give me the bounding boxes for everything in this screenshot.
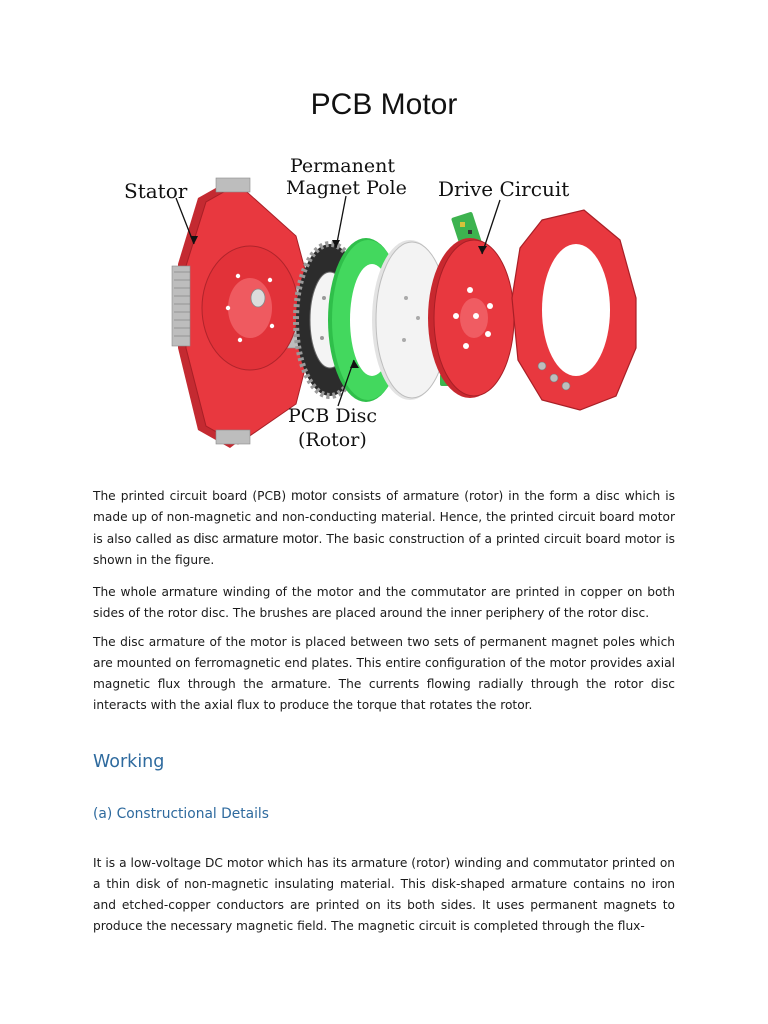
label-magnet-line2: Magnet Pole xyxy=(286,177,407,199)
exploded-motor-diagram xyxy=(110,148,670,460)
heading-working: Working xyxy=(93,752,165,772)
p1-term-disc-armature: disc armature motor xyxy=(193,530,319,546)
paragraph-winding: The whole armature winding of the motor and the commutator are printed in copper on both sides of the rotor disc. The brushes are placed around the inner periphery of the rotor disc. xyxy=(93,585,675,620)
p1-text-a: The printed circuit board (PCB) xyxy=(93,489,292,503)
red-rotor-disc xyxy=(428,238,514,398)
pcb-motor-figure xyxy=(110,148,670,460)
end-plate-octagon xyxy=(512,210,636,410)
paragraph-magnet-poles: The disc armature of the motor is placed between two sets of permanent magnet poles which are mounted on ferromagnetic end plates. This entire configuration of the motor provides axial magnetic flux through the armature. The currents flowing radially through the rotor disc interacts with the axial flux to produce the torque that rotates the rotor. xyxy=(93,635,675,712)
label-rotor: (Rotor) xyxy=(298,429,367,451)
p1-term-motor: motor xyxy=(291,487,327,503)
paragraph-construction: It is a low-voltage DC motor which has its armature (rotor) winding and commutator printed on a thin disk of non-magnetic insulating material. This disk-shaped armature contains no iron and etched-copper conductors are printed on its both sides. It uses permanent magnets to produce the necessary magnetic field. The magnetic circuit is completed through the flux- xyxy=(93,856,675,933)
label-drive-circuit: Drive Circuit xyxy=(438,177,570,201)
label-magnet-line1: Permanent xyxy=(290,155,395,177)
label-stator: Stator xyxy=(124,179,188,203)
p1-text-b: consists of armature (rotor) in the form a disc which is made up of non-magnetic and non-conducting material. Hence, the printed circuit board motor is also called as xyxy=(93,489,675,546)
paragraph-intro xyxy=(93,485,675,571)
p1-text-c: . The basic construction of a printed circuit board motor is shown in the figure. xyxy=(93,532,675,567)
page-title: PCB Motor xyxy=(310,88,458,121)
label-pcb-disc: PCB Disc xyxy=(288,405,378,427)
heading-constructional-details: (a) Constructional Details xyxy=(93,806,269,822)
